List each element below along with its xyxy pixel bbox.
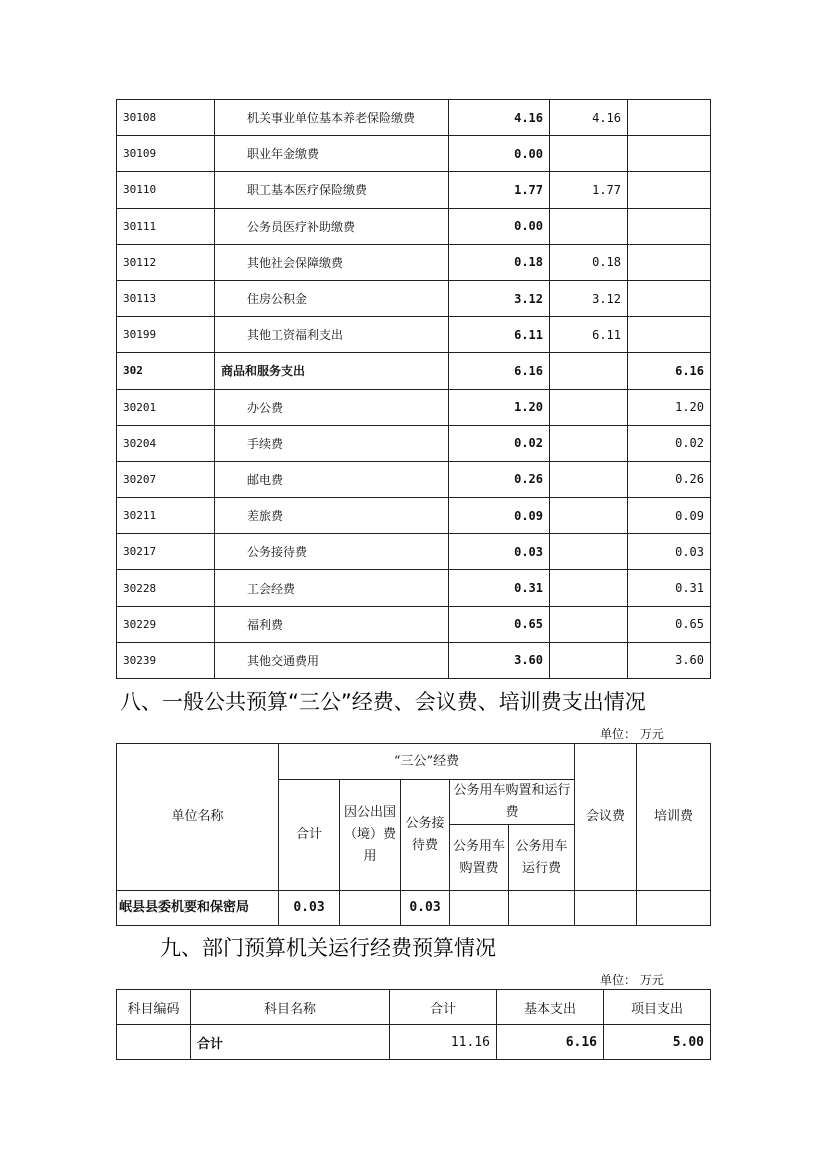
row-name: 住房公积金 bbox=[215, 280, 449, 316]
header-total: 合计 bbox=[390, 990, 497, 1025]
row-basic bbox=[550, 389, 628, 425]
row-name: 差旅费 bbox=[215, 498, 449, 534]
row-name: 机关事业单位基本养老保险缴费 bbox=[215, 100, 449, 136]
expenditure-detail-body bbox=[117, 100, 711, 679]
section9-title: 九、部门预算机关运行经费预算情况 bbox=[160, 936, 496, 960]
table-row bbox=[117, 498, 711, 534]
row-basic bbox=[550, 208, 628, 244]
table-row bbox=[117, 642, 711, 678]
row-vehicle-purchase bbox=[450, 891, 509, 926]
row-total: 6.16 bbox=[449, 353, 550, 389]
header-name: 科目名称 bbox=[191, 990, 390, 1025]
row-total: 11.16 bbox=[390, 1025, 497, 1060]
row-basic bbox=[550, 642, 628, 678]
row-total: 1.77 bbox=[449, 172, 550, 208]
row-total: 0.03 bbox=[449, 534, 550, 570]
row-name: 职工基本医疗保险缴费 bbox=[215, 172, 449, 208]
row-project: 6.16 bbox=[628, 353, 711, 389]
row-project: 0.09 bbox=[628, 498, 711, 534]
row-project: 0.65 bbox=[628, 606, 711, 642]
row-total: 3.12 bbox=[449, 280, 550, 316]
row-basic: 3.12 bbox=[550, 280, 628, 316]
header-vehicle: 公务用车购置和运行费 bbox=[450, 780, 575, 825]
row-unit-name: 岷县县委机要和保密局 bbox=[117, 891, 279, 926]
row-name: 公务员医疗补助缴费 bbox=[215, 208, 449, 244]
row-project bbox=[628, 208, 711, 244]
row-name: 福利费 bbox=[215, 606, 449, 642]
row-sangong-total: 0.03 bbox=[279, 891, 340, 926]
row-name: 工会经费 bbox=[215, 570, 449, 606]
row-basic: 1.77 bbox=[550, 172, 628, 208]
row-name: 其他社会保障缴费 bbox=[215, 244, 449, 280]
row-total: 1.20 bbox=[449, 389, 550, 425]
row-basic bbox=[550, 498, 628, 534]
header-vehicle-operation: 公务用车运行费 bbox=[509, 825, 575, 891]
row-code: 30201 bbox=[117, 389, 215, 425]
row-total: 6.11 bbox=[449, 317, 550, 353]
row-project: 0.02 bbox=[628, 425, 711, 461]
row-name: 手续费 bbox=[215, 425, 449, 461]
table-row bbox=[117, 425, 711, 461]
row-code: 30207 bbox=[117, 461, 215, 497]
table-row bbox=[117, 100, 711, 136]
row-code: 30111 bbox=[117, 208, 215, 244]
row-project: 0.03 bbox=[628, 534, 711, 570]
row-abroad bbox=[340, 891, 401, 926]
table-row bbox=[117, 389, 711, 425]
row-total: 0.26 bbox=[449, 461, 550, 497]
section8-title: 八、一般公共预算“三公”经费、会议费、培训费支出情况 bbox=[120, 690, 646, 714]
row-code: 30108 bbox=[117, 100, 215, 136]
row-code: 302 bbox=[117, 353, 215, 389]
row-code: 30239 bbox=[117, 642, 215, 678]
row-code: 30228 bbox=[117, 570, 215, 606]
expenditure-detail-table bbox=[116, 99, 711, 679]
table-row bbox=[117, 208, 711, 244]
row-basic bbox=[550, 353, 628, 389]
row-total: 0.31 bbox=[449, 570, 550, 606]
row-total: 0.65 bbox=[449, 606, 550, 642]
row-basic bbox=[550, 425, 628, 461]
header-unit-name: 单位名称 bbox=[117, 744, 279, 891]
table-row bbox=[117, 317, 711, 353]
table-row bbox=[117, 461, 711, 497]
row-total: 0.02 bbox=[449, 425, 550, 461]
row-basic bbox=[550, 461, 628, 497]
row-total: 0.18 bbox=[449, 244, 550, 280]
header-sangong: “三公”经费 bbox=[279, 744, 575, 780]
row-project bbox=[628, 244, 711, 280]
table-row bbox=[117, 606, 711, 642]
row-project: 3.60 bbox=[628, 642, 711, 678]
row-name: 其他工资福利支出 bbox=[215, 317, 449, 353]
row-code: 30113 bbox=[117, 280, 215, 316]
row-project bbox=[628, 317, 711, 353]
section9-unit: 单位： 万元 bbox=[600, 973, 664, 987]
row-total: 3.60 bbox=[449, 642, 550, 678]
section8-unit: 单位： 万元 bbox=[600, 727, 664, 741]
row-name: 办公费 bbox=[215, 389, 449, 425]
row-basic bbox=[550, 136, 628, 172]
header-sangong-total: 合计 bbox=[279, 780, 340, 891]
row-name: 商品和服务支出 bbox=[215, 353, 449, 389]
row-code: 30109 bbox=[117, 136, 215, 172]
table-row bbox=[117, 534, 711, 570]
row-total: 4.16 bbox=[449, 100, 550, 136]
row-code: 30211 bbox=[117, 498, 215, 534]
row-name: 合计 bbox=[191, 1025, 390, 1060]
row-training bbox=[637, 891, 711, 926]
header-vehicle-purchase: 公务用车购置费 bbox=[450, 825, 509, 891]
table-row bbox=[117, 172, 711, 208]
row-project: 1.20 bbox=[628, 389, 711, 425]
row-code: 30217 bbox=[117, 534, 215, 570]
row-code: 30204 bbox=[117, 425, 215, 461]
row-name: 其他交通费用 bbox=[215, 642, 449, 678]
header-reception: 公务接待费 bbox=[401, 780, 450, 891]
row-name: 公务接待费 bbox=[215, 534, 449, 570]
row-name: 邮电费 bbox=[215, 461, 449, 497]
row-project bbox=[628, 100, 711, 136]
row-total: 0.09 bbox=[449, 498, 550, 534]
table-row bbox=[117, 570, 711, 606]
row-code bbox=[117, 1025, 191, 1060]
operating-expense-table bbox=[116, 989, 711, 1060]
row-meeting bbox=[575, 891, 637, 926]
row-basic bbox=[550, 534, 628, 570]
table-row bbox=[117, 244, 711, 280]
header-code: 科目编码 bbox=[117, 990, 191, 1025]
row-project bbox=[628, 172, 711, 208]
header-abroad: 因公出国（境）费用 bbox=[340, 780, 401, 891]
sangong-expense-table bbox=[116, 743, 711, 926]
row-project bbox=[628, 136, 711, 172]
row-basic: 4.16 bbox=[550, 100, 628, 136]
row-total: 0.00 bbox=[449, 208, 550, 244]
row-basic: 0.18 bbox=[550, 244, 628, 280]
header-basic: 基本支出 bbox=[497, 990, 604, 1025]
row-code: 30110 bbox=[117, 172, 215, 208]
row-code: 30229 bbox=[117, 606, 215, 642]
row-project: 5.00 bbox=[604, 1025, 711, 1060]
row-project: 0.26 bbox=[628, 461, 711, 497]
header-training: 培训费 bbox=[637, 744, 711, 891]
row-basic: 6.11 bbox=[550, 317, 628, 353]
row-project: 0.31 bbox=[628, 570, 711, 606]
row-total: 0.00 bbox=[449, 136, 550, 172]
table-row bbox=[117, 136, 711, 172]
row-basic bbox=[550, 606, 628, 642]
table-row bbox=[117, 280, 711, 316]
row-project bbox=[628, 280, 711, 316]
header-project: 项目支出 bbox=[604, 990, 711, 1025]
row-vehicle-operation bbox=[509, 891, 575, 926]
table-row bbox=[117, 353, 711, 389]
row-name: 职业年金缴费 bbox=[215, 136, 449, 172]
row-code: 30112 bbox=[117, 244, 215, 280]
header-meeting: 会议费 bbox=[575, 744, 637, 891]
row-basic: 6.16 bbox=[497, 1025, 604, 1060]
row-basic bbox=[550, 570, 628, 606]
row-code: 30199 bbox=[117, 317, 215, 353]
row-reception: 0.03 bbox=[401, 891, 450, 926]
